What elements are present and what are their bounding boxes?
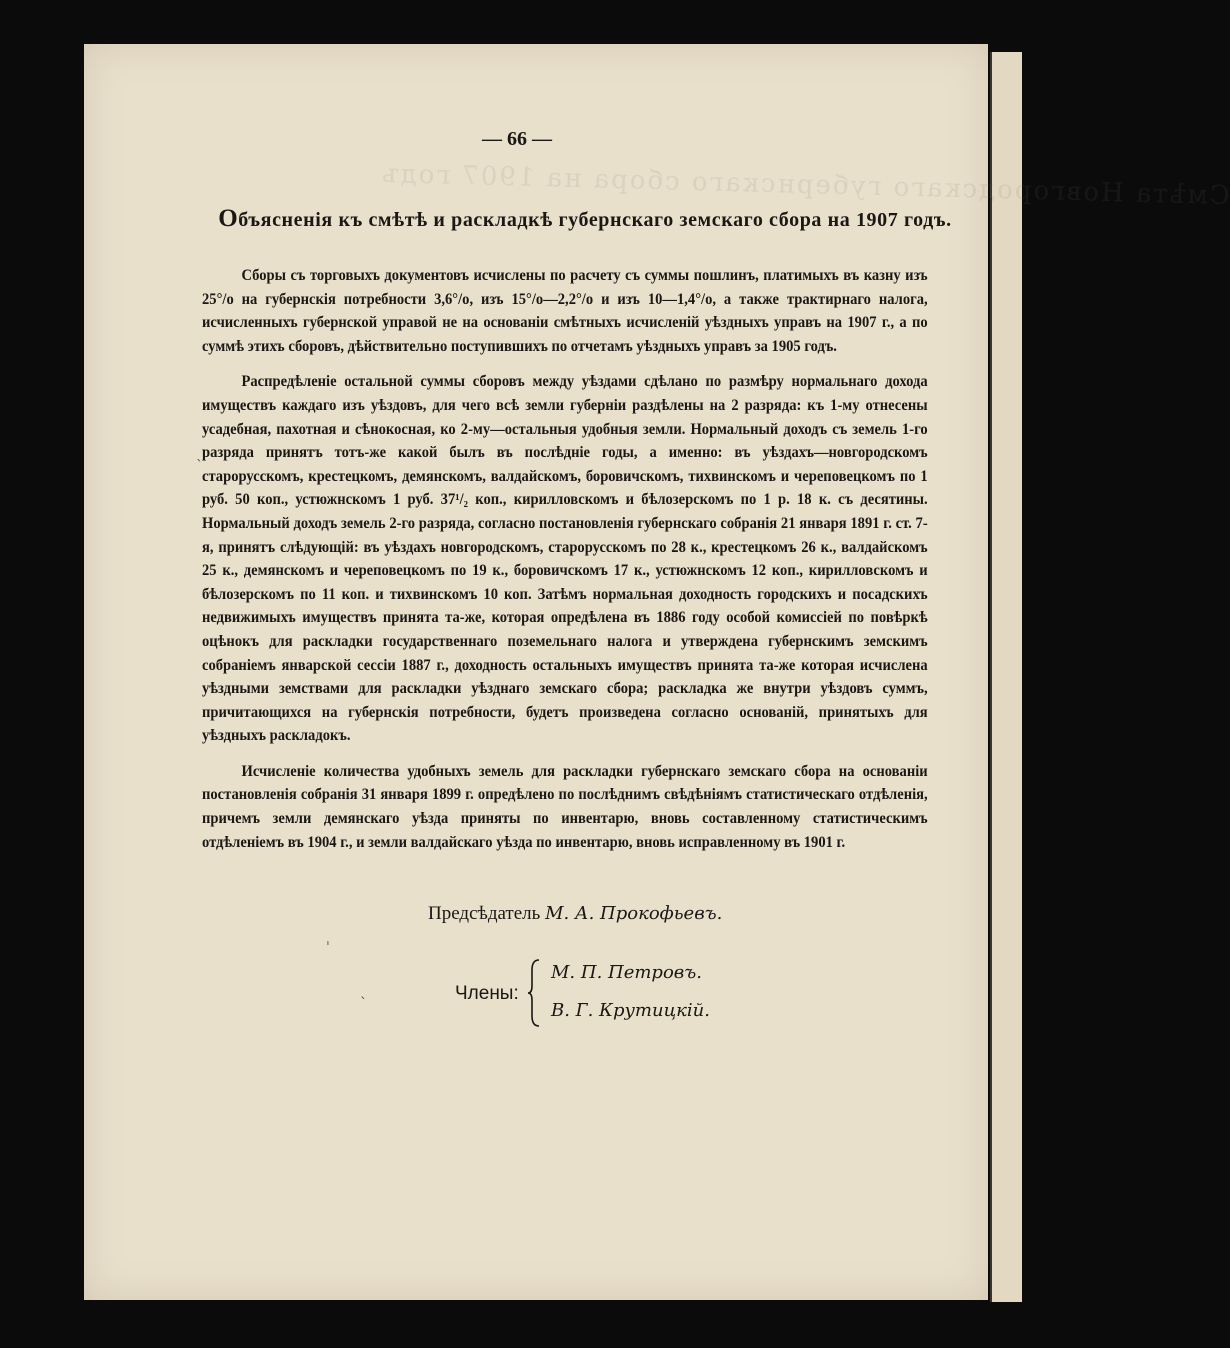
page-title [200, 205, 970, 233]
chairman-name: М. А. Прокофьевъ. [545, 903, 723, 924]
pencil-mark: ˎ [196, 446, 203, 462]
adjacent-page-edge [990, 52, 1022, 1302]
members-label: Члены: [455, 983, 519, 1004]
title-text: бъясненія къ смѣтѣ и раскладкѣ губернскаго земскаго сбора на 1907 годъ. [238, 209, 952, 231]
bleed-through-text: Смѣта Новгородскаго губернскаго сбора на 1907 годъ [379, 158, 1230, 212]
title-initial: О [218, 205, 239, 232]
member-name: М. П. Петровъ. [551, 962, 702, 983]
paragraph-land-calculation: Исчисленіе количества удобныхъ земель для раскладки губернскаго земскаго сбора на основаніи постановленія собранія 31 января 1899 г. опредѣлено по послѣднимъ свѣдѣніямъ статистическаго отдѣленія, причемъ земли демянскаго уѣзда приняты по инвентарю, вновь составленному статистическимъ отдѣленіемъ въ 1904 г., и земли валдайскаго уѣзда по инвентарю, вновь исправленному въ 1901 г. [202, 762, 928, 851]
chairman-label: Предсѣдатель [428, 903, 541, 924]
chairman-signature [428, 903, 722, 925]
paragraph-trade-fees: Сборы съ торговыхъ документовъ исчислены по расчету съ суммы пошлинъ, платимыхъ въ казну изъ 25°/o на губернскія потребности 3,6°/o, изъ 15°/o—2,2°/o и изъ 10—1,4°/o, а также трактирнаго налога, исчисленныхъ губернской управой не на основаніи смѣтныхъ исчисленій уѣздныхъ управъ на 1907 г., а по суммѣ этихъ сборовъ, дѣйствительно поступившихъ по отчетамъ уѣздныхъ управъ за 1905 годъ. [202, 267, 928, 355]
member-name: В. Г. Крутицкій. [551, 1000, 710, 1021]
pencil-mark: ˋ [360, 996, 367, 1012]
members-brace [527, 958, 541, 1028]
body-text [202, 264, 928, 866]
pencil-mark: ˈ [326, 940, 330, 956]
page-number: — 66 — [482, 128, 552, 150]
paragraph-distribution: Распредѣленіе остальной суммы сборовъ между уѣздами сдѣлано по размѣру нормальнаго дохода имуществъ каждаго изъ уѣздовъ, для чего всѣ земли губерніи раздѣлены на 2 разряда: къ 1-му отнесены усадебная, пахотная и сѣнокосная, ко 2-му—остальныя удобныя земли. Нормальный доходъ съ земель 1-го разряда принятъ тотъ-же какой былъ въ послѣдніе годы, а именно: въ уѣздахъ—новгородскомъ старорусскомъ, крестецкомъ, демянскомъ, валдайскомъ, боровичскомъ, тихвинскомъ и череповецкомъ по 1 руб. 50 коп., устюжнскомъ 1 руб. 37¹/₂ коп., кирилловскомъ и бѣлозерскомъ по 1 р. 18 к. съ десятины. Нормальный доходъ земель 2-го разряда, согласно постановленія губернскаго собранія 21 января 1891 г. ст. 7-я, принятъ слѣдующій: въ уѣздахъ новгородскомъ, старорусскомъ по 28 к., крестецкомъ 26 к., валдайскомъ 25 к., демянскомъ и череповецкомъ по 19 к., боровичскомъ 17 к., устюжнскомъ 12 коп., кирилловскомъ и бѣлозерскомъ по 11 коп. и тихвинскомъ 10 коп. Затѣмъ нормальная доходность городскихъ и посадскихъ недвижимыхъ имуществъ принята та-же, которая опредѣлена въ 1886 году особой комиссіей по повѣркѣ оцѣнокъ для раскладки государственнаго поземельнаго налога и утверждена губернскимъ земскимъ собраніемъ январской сессіи 1887 г., доходность остальныхъ имуществъ принята та-же которая исчислена уѣздными земствами для раскладки уѣзднаго земскаго сбора; раскладка же внутри уѣздовъ суммъ, причитающихся на губернскія потребности, будетъ произведена согласно основаній, принятыхъ для уѣздныхъ раскладокъ. [202, 373, 928, 745]
